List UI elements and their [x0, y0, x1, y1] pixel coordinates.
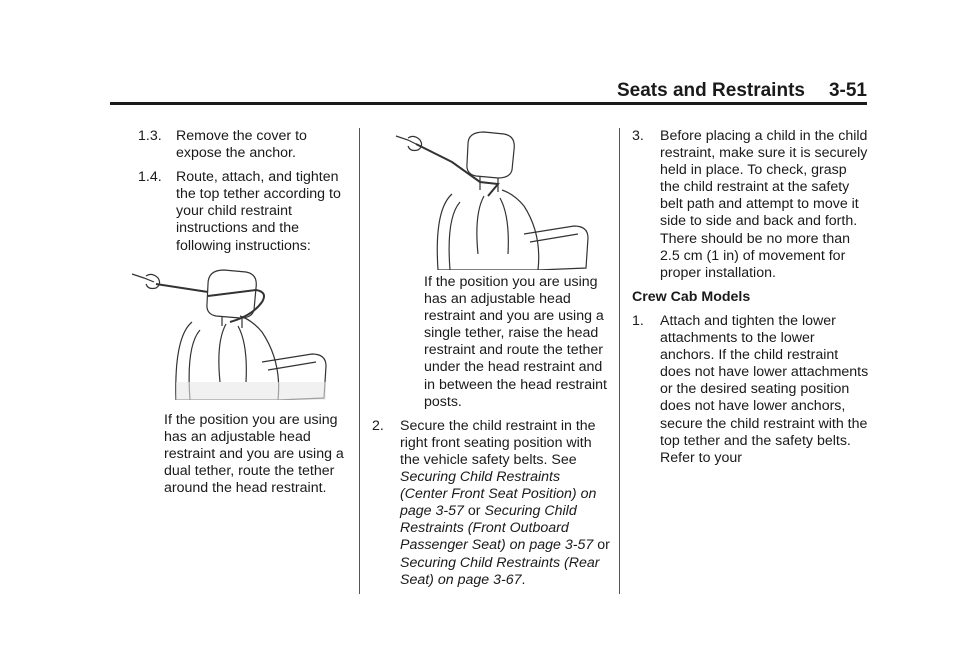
seat-back-inner — [449, 202, 460, 270]
column-divider-2 — [619, 128, 620, 594]
tether-hook — [132, 274, 160, 289]
tether-strap — [416, 144, 498, 196]
step-number: 1.4. — [138, 169, 162, 186]
step-number: 2. — [372, 417, 384, 434]
step-text: Remove the cover to expose the anchor. — [176, 128, 307, 162]
child-seat-shell — [477, 196, 508, 254]
dual-tether-illustration — [112, 262, 348, 400]
header-title — [617, 80, 867, 102]
shadow-band — [176, 382, 326, 400]
step-text: Secure the child restraint in the right front seating position with the vehicle safety belts. See — [400, 417, 596, 468]
step-text: Before placing a child in the child restraint, make sure it is securely held in place. To check, grasp the child restraint at the safety belt path and attempt to move it side to side and back and forth. There should be no more than 2.5 cm (1 in) of movement for proper installation. — [660, 128, 868, 281]
step-number: 1.3. — [138, 128, 162, 144]
cross-reference-link[interactable]: Securing Child Restraints (Rear Seat) on page 3-67 — [400, 554, 600, 588]
step-1-3 — [124, 128, 350, 162]
tether-hook — [396, 136, 422, 151]
section-heading: Crew Cab Models — [632, 288, 751, 305]
crew-step-1 — [632, 313, 870, 467]
step-1-4 — [124, 169, 350, 254]
child-seat-shell — [219, 324, 246, 382]
step-2 — [372, 418, 610, 589]
column-2 — [372, 274, 610, 596]
seat-cushion — [524, 226, 588, 270]
connector-text: or — [467, 503, 481, 520]
cross-reference-link[interactable]: Securing Child Restraints (Front Outboard Passenger Seat) on page 3-57 — [400, 503, 594, 554]
cross-reference-link[interactable]: Securing Child Restraints (Center Front Seat Position) on page 3-57 — [400, 469, 597, 520]
single-tether-illustration — [392, 130, 612, 270]
step-text: Route, attach, and tighten the top tether according to your child restraint instructions and the following instructions: — [176, 169, 341, 254]
connector-text: or — [597, 537, 610, 554]
section-title: Seats and Restraints — [617, 80, 805, 101]
header-rule — [110, 102, 867, 105]
column-1 — [124, 128, 350, 262]
column-3 — [632, 128, 870, 474]
page-header — [110, 80, 867, 104]
seat-back-outline — [437, 190, 538, 270]
step-number: 1. — [632, 312, 644, 329]
column-1-lower — [124, 412, 354, 504]
sentence-period: . — [521, 571, 526, 588]
single-tether-note: If the position you are using has an adjustable head restraint and you are using a single tether, raise the head restraint and route the tether under the head restraint and in between the head restraint posts. — [424, 274, 607, 410]
dual-tether-note: If the position you are using has an adjustable head restraint and you are using a dual tether, route the tether around the head restraint. — [164, 412, 344, 497]
step-3 — [632, 128, 870, 282]
head-restraint — [467, 132, 514, 178]
column-divider-1 — [359, 128, 360, 594]
step-text: Attach and tighten the lower attachments to the lower anchors. If the child restraint does not have lower attachments or the desired seating position does not have lower anchors, secure the child restraint with the top tether and the safety belts. Refer to your — [660, 312, 869, 466]
step-number: 3. — [632, 128, 644, 144]
page-number: 3-51 — [828, 80, 867, 101]
